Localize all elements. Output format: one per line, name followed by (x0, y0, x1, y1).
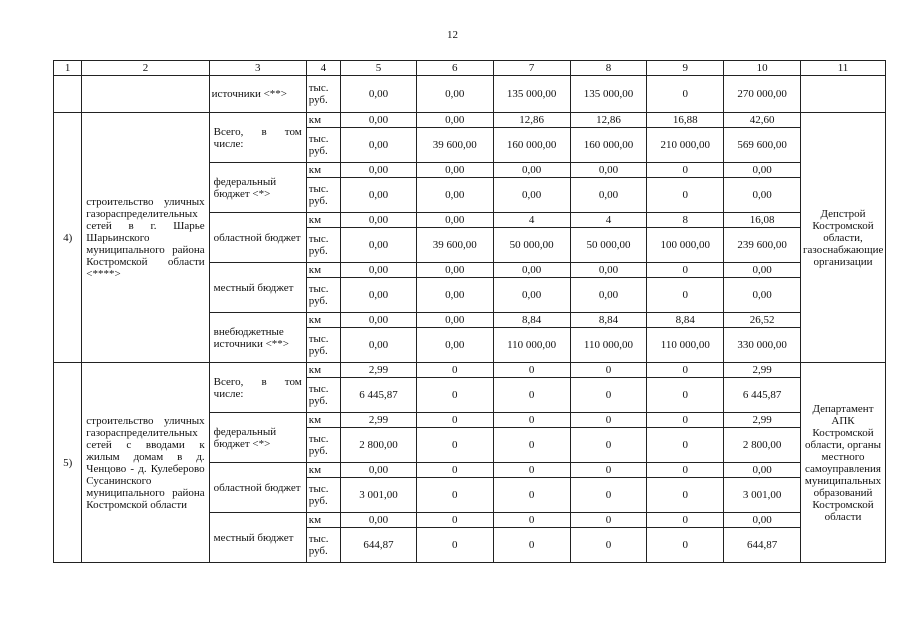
value-cell: 4 (493, 213, 570, 228)
value-cell: 2 800,00 (341, 428, 417, 463)
value-cell: 110 000,00 (493, 328, 570, 363)
value-cell: 0,00 (416, 113, 493, 128)
table-row (54, 76, 886, 113)
funding-source-label: областной бюджет (209, 463, 306, 513)
value-cell: 135 000,00 (570, 76, 647, 113)
value-cell: 0,00 (341, 213, 417, 228)
value-cell: 3 001,00 (724, 478, 801, 513)
value-cell: 644,87 (724, 528, 801, 563)
value-cell: 2,99 (724, 413, 801, 428)
value-cell: 0 (647, 76, 724, 113)
value-cell: 0,00 (724, 463, 801, 478)
value-cell: 12,86 (493, 113, 570, 128)
item-title: строительство уличных газораспределительных сетей с вводами к жилым домам в д. Ченцово - д. Кулеберово Сусанинского муниципального района Костромской области (82, 363, 209, 563)
value-cell: 0,00 (493, 178, 570, 213)
value-cell: 110 000,00 (647, 328, 724, 363)
unit-rub: тыс. руб. (306, 478, 340, 513)
value-cell: 0 (570, 413, 647, 428)
column-header: 8 (570, 61, 647, 76)
value-cell: 0 (647, 163, 724, 178)
value-cell: 0 (647, 363, 724, 378)
value-cell: 0 (493, 363, 570, 378)
value-cell: 0 (493, 463, 570, 478)
value-cell: 330 000,00 (724, 328, 801, 363)
value-cell: 50 000,00 (493, 228, 570, 263)
unit-rub: тыс. руб. (306, 178, 340, 213)
value-cell: 0 (416, 413, 493, 428)
value-cell: 42,60 (724, 113, 801, 128)
value-cell: 0 (647, 263, 724, 278)
item-number: 5) (54, 363, 82, 563)
value-cell: 0,00 (341, 263, 417, 278)
value-cell: 26,52 (724, 313, 801, 328)
unit-rub: тыс. руб. (306, 278, 340, 313)
value-cell: 0 (647, 278, 724, 313)
value-cell: 0 (647, 513, 724, 528)
value-cell: 110 000,00 (570, 328, 647, 363)
source-label: источники <**> (209, 76, 306, 113)
value-cell: 0 (493, 513, 570, 528)
value-cell: 0,00 (341, 278, 417, 313)
value-cell: 0,00 (416, 328, 493, 363)
value-cell: 0,00 (341, 513, 417, 528)
unit-km: км (306, 213, 340, 228)
value-cell: 0,00 (341, 128, 417, 163)
unit-km: км (306, 263, 340, 278)
value-cell: 0,00 (416, 76, 493, 113)
value-cell: 39 600,00 (416, 128, 493, 163)
column-header: 3 (209, 61, 306, 76)
column-header: 4 (306, 61, 340, 76)
value-cell: 0,00 (341, 228, 417, 263)
value-cell: 0 (570, 528, 647, 563)
unit-km: км (306, 163, 340, 178)
responsible-org: Департамент АПК Костромской области, органы местного самоуправления муниципальных образований Костромской области (801, 363, 886, 563)
funding-source-label: федеральный бюджет <*> (209, 413, 306, 463)
table-cell (801, 76, 886, 113)
value-cell: 6 445,87 (724, 378, 801, 413)
table-row (54, 363, 886, 378)
column-header: 7 (493, 61, 570, 76)
column-header: 2 (82, 61, 209, 76)
value-cell: 0 (647, 528, 724, 563)
value-cell: 8,84 (647, 313, 724, 328)
column-header: 9 (647, 61, 724, 76)
funding-source-label: местный бюджет (209, 263, 306, 313)
unit-rub: тыс. руб. (306, 128, 340, 163)
column-header: 11 (801, 61, 886, 76)
value-cell: 0 (570, 363, 647, 378)
value-cell: 0,00 (570, 263, 647, 278)
value-cell: 0,00 (341, 113, 417, 128)
value-cell: 0 (570, 478, 647, 513)
funding-source-label: Всего, в том числе: (209, 113, 306, 163)
value-cell: 2 800,00 (724, 428, 801, 463)
value-cell: 8,84 (493, 313, 570, 328)
value-cell: 569 600,00 (724, 128, 801, 163)
value-cell: 135 000,00 (493, 76, 570, 113)
value-cell: 16,88 (647, 113, 724, 128)
value-cell: 0,00 (416, 163, 493, 178)
value-cell: 239 600,00 (724, 228, 801, 263)
value-cell: 0 (647, 428, 724, 463)
unit-km: км (306, 313, 340, 328)
value-cell: 0,00 (724, 513, 801, 528)
unit-rub: тыс. руб. (306, 378, 340, 413)
value-cell: 0,00 (493, 263, 570, 278)
value-cell: 0,00 (724, 278, 801, 313)
value-cell: 0 (493, 428, 570, 463)
item-title: строительство уличных газораспределительных сетей в г. Шарье Шарьинского муниципального района Костромской области <****> (82, 113, 209, 363)
value-cell: 12,86 (570, 113, 647, 128)
value-cell: 0 (416, 428, 493, 463)
value-cell: 0,00 (341, 313, 417, 328)
value-cell: 6 445,87 (341, 378, 417, 413)
value-cell: 0,00 (341, 163, 417, 178)
value-cell: 644,87 (341, 528, 417, 563)
value-cell: 0 (647, 178, 724, 213)
value-cell: 0 (570, 513, 647, 528)
funding-source-label: федеральный бюджет <*> (209, 163, 306, 213)
value-cell: 0,00 (570, 163, 647, 178)
funding-source-label: областной бюджет (209, 213, 306, 263)
value-cell: 0,00 (570, 178, 647, 213)
funding-source-label: внебюджетные источники <**> (209, 313, 306, 363)
value-cell: 0 (416, 478, 493, 513)
unit-km: км (306, 413, 340, 428)
value-cell: 0 (647, 478, 724, 513)
value-cell: 0,00 (341, 76, 417, 113)
value-cell: 0,00 (724, 163, 801, 178)
value-cell: 0 (570, 463, 647, 478)
value-cell: 0,00 (493, 278, 570, 313)
value-cell: 0 (570, 428, 647, 463)
value-cell: 0 (416, 378, 493, 413)
column-header: 5 (341, 61, 417, 76)
unit-rub: тыс. руб. (306, 428, 340, 463)
value-cell: 0 (416, 463, 493, 478)
value-cell: 160 000,00 (570, 128, 647, 163)
table-cell (82, 76, 209, 113)
value-cell: 160 000,00 (493, 128, 570, 163)
value-cell: 0 (647, 463, 724, 478)
value-cell: 0 (493, 528, 570, 563)
value-cell: 0,00 (416, 213, 493, 228)
value-cell: 0,00 (570, 278, 647, 313)
value-cell: 3 001,00 (341, 478, 417, 513)
value-cell: 0,00 (341, 463, 417, 478)
value-cell: 0 (493, 478, 570, 513)
value-cell: 0 (416, 363, 493, 378)
value-cell: 0,00 (341, 328, 417, 363)
unit-rub: тыс. руб. (306, 528, 340, 563)
value-cell: 0 (416, 513, 493, 528)
value-cell: 2,99 (724, 363, 801, 378)
funding-source-label: местный бюджет (209, 513, 306, 563)
value-cell: 0,00 (724, 178, 801, 213)
value-cell: 0 (493, 378, 570, 413)
column-header: 6 (416, 61, 493, 76)
unit-label: тыс. руб. (306, 76, 340, 113)
unit-rub: тыс. руб. (306, 328, 340, 363)
value-cell: 50 000,00 (570, 228, 647, 263)
value-cell: 270 000,00 (724, 76, 801, 113)
value-cell: 0 (647, 378, 724, 413)
column-header: 1 (54, 61, 82, 76)
value-cell: 39 600,00 (416, 228, 493, 263)
value-cell: 0 (647, 413, 724, 428)
value-cell: 0,00 (493, 163, 570, 178)
value-cell: 8 (647, 213, 724, 228)
value-cell: 0,00 (416, 263, 493, 278)
value-cell: 4 (570, 213, 647, 228)
value-cell: 0,00 (341, 178, 417, 213)
value-cell: 2,99 (341, 413, 417, 428)
value-cell: 2,99 (341, 363, 417, 378)
table-cell (54, 76, 82, 113)
value-cell: 0 (416, 528, 493, 563)
column-header: 10 (724, 61, 801, 76)
value-cell: 0,00 (416, 278, 493, 313)
budget-table (53, 60, 886, 563)
value-cell: 210 000,00 (647, 128, 724, 163)
unit-rub: тыс. руб. (306, 228, 340, 263)
unit-km: км (306, 513, 340, 528)
value-cell: 8,84 (570, 313, 647, 328)
table-row (54, 113, 886, 128)
value-cell: 16,08 (724, 213, 801, 228)
value-cell: 0 (570, 378, 647, 413)
responsible-org: Депстрой Костромской области, газоснабжающие организации (801, 113, 886, 363)
value-cell: 0 (493, 413, 570, 428)
unit-km: км (306, 463, 340, 478)
funding-source-label: Всего, в том числе: (209, 363, 306, 413)
unit-km: км (306, 363, 340, 378)
value-cell: 0,00 (724, 263, 801, 278)
value-cell: 100 000,00 (647, 228, 724, 263)
header-row (54, 61, 886, 76)
unit-km: км (306, 113, 340, 128)
value-cell: 0,00 (416, 178, 493, 213)
value-cell: 0,00 (416, 313, 493, 328)
item-number: 4) (54, 113, 82, 363)
page-number: 12 (447, 29, 458, 41)
